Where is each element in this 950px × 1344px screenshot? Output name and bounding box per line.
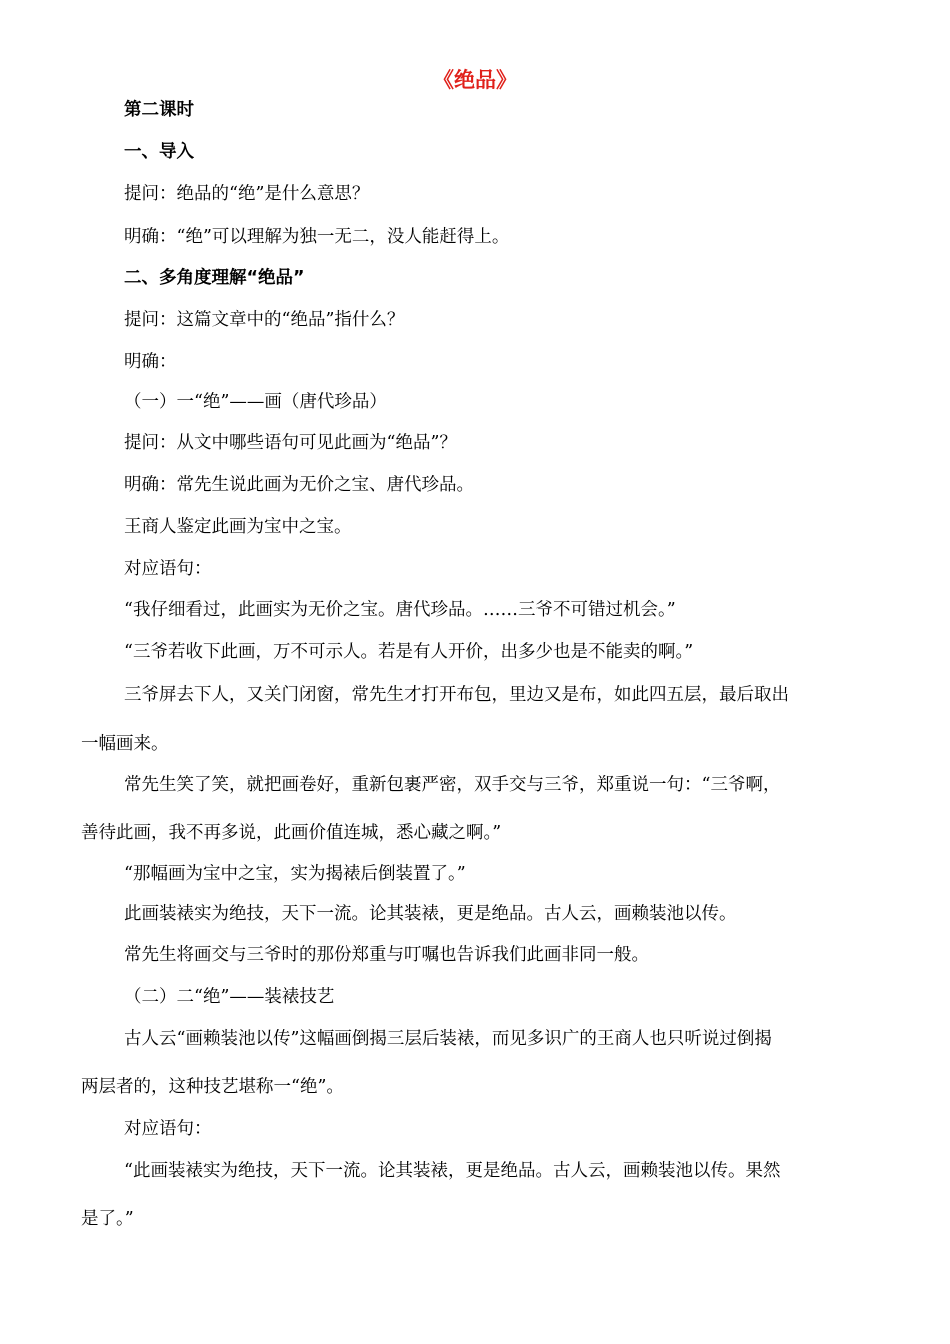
subsection-heading: （二）二“绝”——装裱技艺 (124, 987, 335, 1007)
paragraph: 明确： (124, 352, 177, 372)
paragraph: 三爷屏去下人，又关门闭窗，常先生才打开布包，里边又是布，如此四五层，最后取出 (124, 685, 789, 705)
section-heading: 一、导入 (124, 142, 194, 162)
subsection-heading: （一）一“绝”——画（唐代珍品） (124, 392, 387, 412)
paragraph: 提问：这篇文章中的“绝品”指什么？ (124, 310, 405, 330)
paragraph: 此画装裱实为绝技，天下一流。论其装裱，更是绝品。古人云，画赖装池以传。 (124, 904, 737, 924)
paragraph: 提问：绝品的“绝”是什么意思？ (124, 184, 370, 204)
paragraph: 明确：常先生说此画为无价之宝、唐代珍品。 (124, 475, 474, 495)
paragraph-continuation: 两层者的，这种技艺堪称一“绝”。 (81, 1077, 344, 1097)
document-title: 《绝品》 (433, 68, 517, 92)
section-heading: 第二课时 (124, 100, 194, 120)
paragraph: 常先生将画交与三爷时的那份郑重与叮嘱也告诉我们此画非同一般。 (124, 945, 649, 965)
paragraph: 王商人鉴定此画为宝中之宝。 (124, 517, 352, 537)
paragraph: 提问：从文中哪些语句可见此画为“绝品”？ (124, 433, 457, 453)
paragraph-continuation: 善待此画，我不再多说，此画价值连城，悉心藏之啊。” (81, 823, 502, 843)
paragraph-continuation: 一幅画来。 (81, 734, 169, 754)
quotation: “那幅画为宝中之宝，实为揭裱后倒装置了。” (124, 864, 466, 884)
paragraph: 明确：“绝”可以理解为独一无二，没人能赶得上。 (124, 227, 510, 247)
paragraph: 常先生笑了笑，就把画卷好，重新包裹严密，双手交与三爷，郑重说一句：“三爷啊， (124, 775, 781, 795)
paragraph: 古人云“画赖装池以传”这幅画倒揭三层后装裱，而见多识广的王商人也只听说过倒揭 (124, 1029, 772, 1049)
quotation: “我仔细看过，此画实为无价之宝。唐代珍品。……三爷不可错过机会。” (124, 600, 676, 620)
section-heading: 二、多角度理解“绝品” (124, 268, 305, 288)
quotation: “此画装裱实为绝技，天下一流。论其装裱，更是绝品。古人云，画赖装池以传。果然 (124, 1161, 781, 1181)
quotation: “三爷若收下此画，万不可示人。若是有人开价，出多少也是不能卖的啊。” (124, 642, 694, 662)
quotation-continuation: 是了。” (81, 1209, 134, 1229)
paragraph: 对应语句： (124, 559, 212, 579)
paragraph: 对应语句： (124, 1119, 212, 1139)
